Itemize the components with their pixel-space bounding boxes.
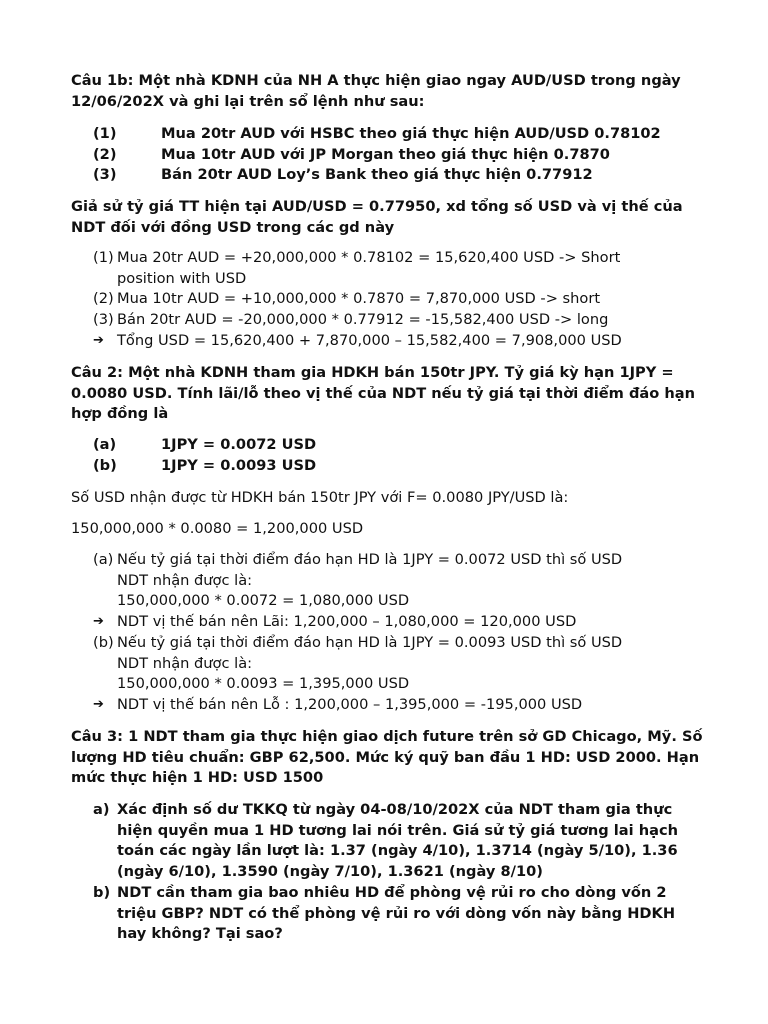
q2-options bbox=[93, 435, 713, 476]
arrow-icon: ➔ bbox=[93, 696, 104, 712]
q1b-answer-text: Mua 20tr AUD = +20,000,000 * 0.78102 = 15,620,400 USD -> Short position with USD bbox=[117, 249, 621, 287]
q1b-answer-text: Mua 10tr AUD = +10,000,000 * 0.7870 = 7,870,000 USD -> short bbox=[117, 290, 601, 308]
q1b-item bbox=[93, 145, 713, 166]
q1b-answers bbox=[93, 248, 653, 352]
q3-part-text: NDT cần tham gia bao nhiêu HD để phòng vệ rủi ro cho dòng vốn 2 triệu GBP? NDT có thể phòng vệ rủi ro với dòng vốn này bằng HDKH hay không? Tại sao? bbox=[117, 883, 676, 943]
q1b-total-text: Tổng USD = 15,620,400 + 7,870,000 – 15,582,400 = 7,908,000 USD bbox=[117, 331, 622, 349]
q1b-answer-text: Bán 20tr AUD = -20,000,000 * 0.77912 = -15,582,400 USD -> long bbox=[117, 311, 609, 329]
q2-case-b-result bbox=[93, 695, 653, 716]
q2-case-b-text: Nếu tỷ giá tại thời điểm đáo hạn HD là 1JPY = 0.0093 USD thì số USD NDT nhận được là: bbox=[117, 633, 623, 672]
q1b-item bbox=[93, 165, 713, 186]
q1b-question: Giả sử tỷ giá TT hiện tại AUD/USD = 0.77950, xd tổng số USD và vị thế của NDT đối với đồng USD trong các gd này bbox=[71, 198, 683, 236]
q1b-total bbox=[93, 331, 653, 352]
q2-option-num: (b) bbox=[93, 456, 117, 474]
q2-case-b bbox=[93, 633, 653, 674]
q2-solution bbox=[93, 550, 653, 716]
q1b-item-num: (2) bbox=[93, 145, 117, 163]
q2-intro: Số USD nhận được từ HDKH bán 150tr JPY với F= 0.0080 JPY/USD là: bbox=[71, 489, 569, 506]
q3-part bbox=[93, 883, 705, 945]
q2-option-num: (a) bbox=[93, 436, 117, 453]
q1b-items bbox=[93, 124, 713, 186]
q1b-item-num: (3) bbox=[93, 166, 117, 184]
q2-case-a-text: Nếu tỷ giá tại thời điểm đáo hạn HD là 1JPY = 0.0072 USD thì số USD NDT nhận được là: bbox=[117, 551, 623, 589]
q2-case-a-result-text: NDT vị thế bán nên Lãi: 1,200,000 – 1,080,000 = 120,000 USD bbox=[117, 613, 577, 631]
q2-option bbox=[93, 456, 713, 477]
q3-part bbox=[93, 800, 705, 883]
q2-case-b-calc: 150,000,000 * 0.0093 = 1,395,000 USD bbox=[117, 675, 410, 693]
q3-title: Câu 3: 1 NDT tham gia thực hiện giao dịch future trên sở GD Chicago, Mỹ. Số lượng HD tiêu chuẩn: GBP 62,500. Mức ký quỹ ban đầu 1 HD: USD 2000. Hạn mức thực hiện 1 HD: USD 1500 bbox=[71, 728, 703, 787]
q1b-answer-num: (2) bbox=[93, 290, 114, 308]
q3-part-label: a) bbox=[93, 801, 110, 818]
arrow-icon: ➔ bbox=[93, 614, 104, 630]
q2-case-b-label: (b) bbox=[93, 633, 114, 651]
q1b-item-text: Bán 20tr AUD Loy’s Bank theo giá thực hiện 0.77912 bbox=[161, 166, 593, 184]
q3-parts bbox=[93, 800, 705, 945]
q1b-answer bbox=[93, 289, 653, 310]
q2-calc: 150,000,000 * 0.0080 = 1,200,000 USD bbox=[71, 520, 364, 537]
q1b-answer bbox=[93, 310, 653, 331]
q1b-answer-num: (1) bbox=[93, 249, 114, 266]
q2-option-text: 1JPY = 0.0093 USD bbox=[161, 456, 317, 474]
q1b-answer bbox=[93, 248, 653, 289]
q2-option bbox=[93, 435, 713, 456]
q1b-item-text: Mua 10tr AUD với JP Morgan theo giá thực hiện 0.7870 bbox=[161, 145, 610, 163]
q2-case-a-result bbox=[93, 612, 653, 633]
q1b-title: Câu 1b: Một nhà KDNH của NH A thực hiện giao ngay AUD/USD trong ngày 12/06/202X và ghi lại trên sổ lệnh như sau: bbox=[71, 72, 681, 110]
q1b-item-text: Mua 20tr AUD với HSBC theo giá thực hiện AUD/USD 0.78102 bbox=[161, 125, 661, 142]
q2-case-b-result-text: NDT vị thế bán nên Lỗ : 1,200,000 – 1,395,000 = -195,000 USD bbox=[117, 695, 583, 713]
q2-case-a-calc: 150,000,000 * 0.0072 = 1,080,000 USD bbox=[117, 592, 410, 610]
q1b-item bbox=[93, 124, 713, 145]
q3-part-text: Xác định số dư TKKQ từ ngày 04-08/10/202X của NDT tham gia thực hiện quyền mua 1 HD tương lai nói trên. Giá sử tỷ giá tương lai hạch toán các ngày lần lượt là: 1.37 (ngày 4/10), 1.3714 (ngày 5/10), 1.36 (ngày 6/10), 1.3590 (ngày 7/10), 1.3621 (ngày 8/10) bbox=[117, 801, 679, 881]
q2-title: Câu 2: Một nhà KDNH tham gia HDKH bán 150tr JPY. Tỷ giá kỳ hạn 1JPY = 0.0080 USD. Tính lãi/lỗ theo vị thế của NDT nếu tỷ giá tại thời điểm đáo hạn hợp đồng là bbox=[71, 364, 695, 423]
q1b-item-num: (1) bbox=[93, 125, 117, 142]
q2-option-text: 1JPY = 0.0072 USD bbox=[161, 436, 317, 453]
q3-part-label: b) bbox=[93, 883, 111, 901]
q1b-answer-num: (3) bbox=[93, 311, 114, 329]
q2-case-a bbox=[93, 550, 653, 591]
arrow-icon: ➔ bbox=[93, 332, 104, 348]
q2-case-a-label: (a) bbox=[93, 551, 114, 568]
